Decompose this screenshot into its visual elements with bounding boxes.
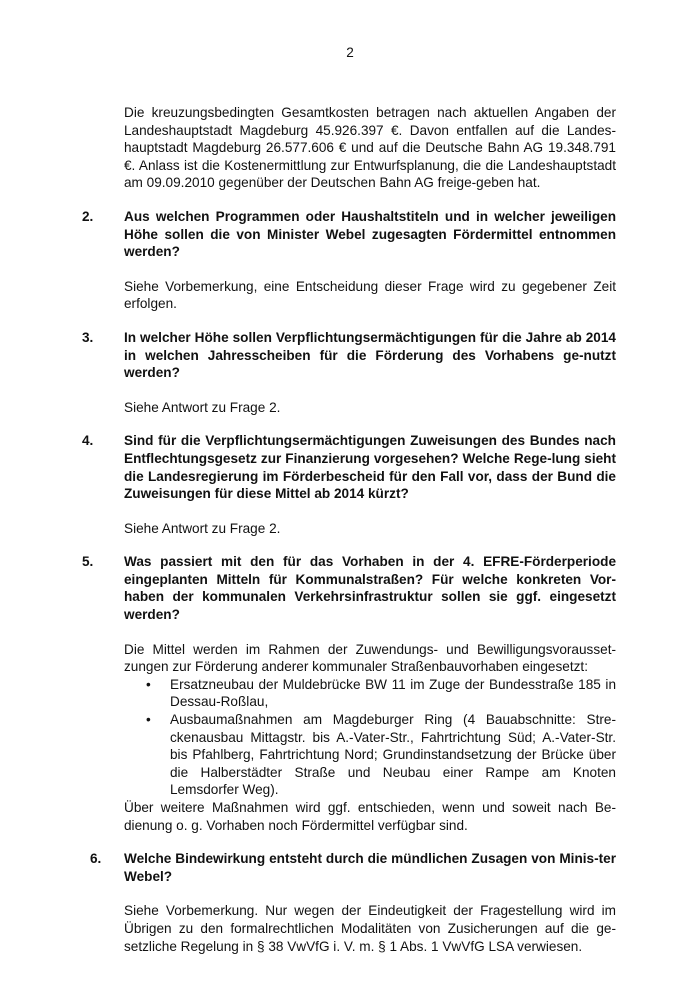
question-text: Aus welchen Programmen oder Haushaltstiteln und in welcher jeweiligen Höhe sollen die von Minister Webel zugesagten Fördermittel entnommen werden? bbox=[124, 208, 616, 260]
question-number: 5. bbox=[82, 554, 94, 570]
list-item bbox=[124, 711, 616, 799]
bullet-icon: • bbox=[146, 676, 151, 692]
bullet-icon: • bbox=[146, 712, 151, 728]
question-number: 4. bbox=[82, 433, 94, 449]
question-5 bbox=[82, 553, 616, 834]
question-number: 2. bbox=[82, 208, 94, 224]
question-6 bbox=[90, 850, 616, 955]
answer-text: Siehe Antwort zu Frage 2. bbox=[124, 520, 281, 536]
document-body bbox=[82, 104, 616, 955]
answer-text: Siehe Antwort zu Frage 2. bbox=[124, 399, 281, 415]
list-item-text: Ersatzneubau der Muldebrücke BW 11 im Zuge der Bundesstraße 185 in Dessau-Roßlau, bbox=[170, 676, 616, 710]
question-number: 6. bbox=[90, 851, 102, 867]
question-text: In welcher Höhe sollen Verpflichtungsermächtigungen für die Jahre ab 2014 in welchen Jahresscheiben für die Förderung des Vorhabens ge-nutzt werden? bbox=[124, 329, 616, 381]
list-item bbox=[124, 676, 616, 711]
question-text: Was passiert mit den für das Vorhaben in der 4. EFRE-Förderperiode eingeplanten Mitteln für Kommunalstraßen? Für welche konkreten Vor-haben der kommunalen Verkehrsinfrastruktur sollen sie ggf. eingesetzt werden? bbox=[124, 554, 616, 623]
question-number: 3. bbox=[82, 329, 94, 345]
intro-paragraph: Die kreuzungsbedingten Gesamtkosten betragen nach aktuellen Angaben der Landeshauptstadt Magdeburg 45.926.397 €. Davon entfallen auf die Landes-hauptstadt Magdeburg 26.577.606 € und auf die Deutsche Bahn AG 19.348.791 €. Anlass ist die Kostenermittlung zur Entwurfsplanung, die die Landeshauptstadt am 09.09.2010 gegenüber der Deutschen Bahn AG freige-geben hat. bbox=[124, 105, 616, 191]
question-2 bbox=[82, 208, 616, 313]
question-4 bbox=[82, 432, 616, 537]
bullet-list bbox=[124, 676, 616, 799]
page-number: 2 bbox=[346, 45, 354, 60]
answer-text: Siehe Vorbemerkung, eine Entscheidung dieser Frage wird zu gegebener Zeit erfolgen. bbox=[124, 278, 616, 312]
question-text: Welche Bindewirkung entsteht durch die mündlichen Zusagen von Minis-ter Webel? bbox=[124, 851, 616, 884]
list-item-text: Ausbaumaßnahmen am Magdeburger Ring (4 Bauabschnitte: Stre-ckenausbau Mittagstr. bis A.-Vater-Str., Fahrtrichtung Süd; A.-Vater-Str. bis Pfahlberg, Fahrtrichtung Nord; Grundinstandsetzung der Brücke über die Halberstädter Straße und Neubau einer Rampe am Knoten Lemsdorfer Weg). bbox=[170, 712, 616, 798]
answer-intro: Die Mittel werden im Rahmen der Zuwendungs- und Bewilligungsvorausset-zungen zur Förderung anderer kommunaler Straßenbauvorhaben eingesetzt: bbox=[124, 641, 616, 675]
answer-text: Siehe Vorbemerkung. Nur wegen der Eindeutigkeit der Fragestellung wird im Übrigen zu den formalrechtlichen Modalitäten von Zusicherungen auf die ge-setzliche Regelung in § 38 VwVfG i. V. m. § 1 Abs. 1 VwVfG LSA verwiesen. bbox=[124, 903, 616, 954]
question-text: Sind für die Verpflichtungsermächtigungen Zuweisungen des Bundes nach Entflechtungsgesetz zur Finanzierung vorgesehen? Welche Rege-lung sieht die Landesregierung im Förderbescheid für den Fall vor, dass der Bund die Zuweisungen für diese Mittel ab 2014 kürzt? bbox=[124, 433, 616, 502]
question-3 bbox=[82, 329, 616, 416]
answer-outro: Über weitere Maßnahmen wird ggf. entschieden, wenn und soweit nach Be-dienung o. g. Vorhaben noch Fördermittel verfügbar sind. bbox=[124, 800, 616, 833]
